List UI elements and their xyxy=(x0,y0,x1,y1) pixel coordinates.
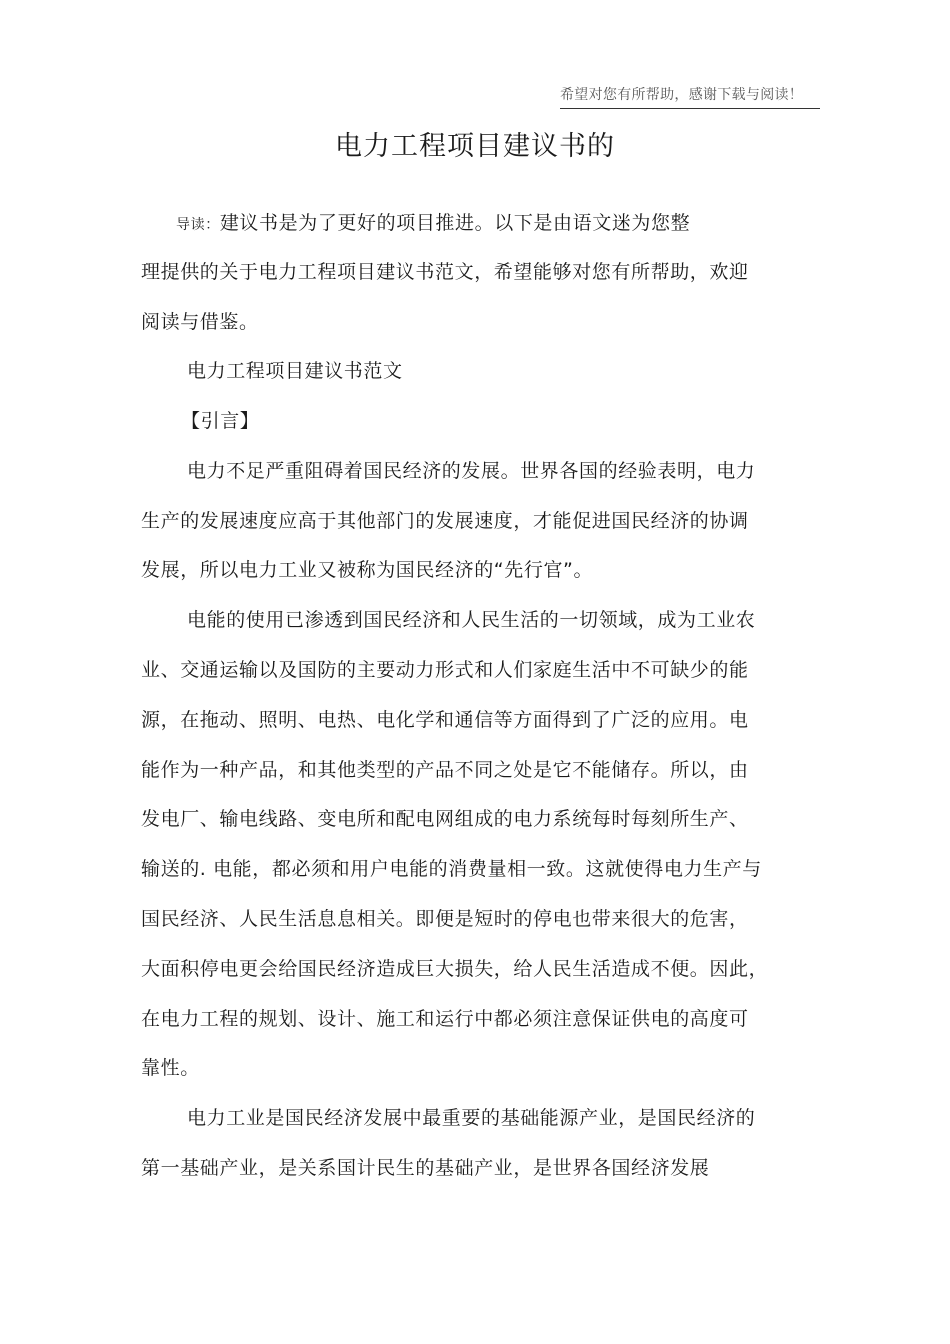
intro-label: 导读： xyxy=(176,217,220,233)
paragraph-2-line-5: 发电厂、输电线路、变电所和配电网组成的电力系统每时每刻所生产、 xyxy=(141,808,749,830)
intro-text-1: 建议书是为了更好的项目推进。以下是由语文迷为您整 xyxy=(219,212,691,234)
paragraph-2-line-1: 电能的使用已渗透到国民经济和人民生活的一切领域，成为工业农 xyxy=(187,609,756,631)
sample-heading: 电力工程项目建议书范文 xyxy=(187,360,403,382)
header-rule xyxy=(560,108,820,109)
paragraph-2-line-9: 在电力工程的规划、设计、施工和运行中都必须注意保证供电的高度可 xyxy=(141,1008,749,1030)
paragraph-2-line-7: 国民经济、人民生活息息相关。即便是短时的停电也带来很大的危害， xyxy=(141,908,749,930)
paragraph-2-line-8: 大面积停电更会给国民经济造成巨大损失，给人民生活造成不便。因此， xyxy=(141,958,769,980)
paragraph-1-line-1: 电力不足严重阻碍着国民经济的发展。世界各国的经验表明，电力 xyxy=(187,460,756,482)
intro-line-3: 阅读与借鉴。 xyxy=(141,311,259,333)
intro-line-1 xyxy=(176,210,690,238)
paragraph-3-line-1: 电力工业是国民经济发展中最重要的基础能源产业，是国民经济的 xyxy=(187,1107,756,1129)
paragraph-1-line-2: 生产的发展速度应高于其他部门的发展速度，才能促进国民经济的协调 xyxy=(141,510,749,532)
intro-line-2: 理提供的关于电力工程项目建议书范文，希望能够对您有所帮助，欢迎 xyxy=(141,261,749,283)
header-note: 希望对您有所帮助，感谢下载与阅读！ xyxy=(560,87,804,103)
paragraph-1-line-3: 发展，所以电力工业又被称为国民经济的“先行官”。 xyxy=(141,559,594,581)
section-label: 【引言】 xyxy=(181,410,260,432)
document-title: 电力工程项目建议书的 xyxy=(335,131,615,162)
paragraph-3-line-2: 第一基础产业，是关系国计民生的基础产业，是世界各国经济发展 xyxy=(141,1157,710,1179)
paragraph-2-line-10: 靠性。 xyxy=(141,1057,200,1079)
paragraph-2-line-4: 能作为一种产品，和其他类型的产品不同之处是它不能储存。所以，由 xyxy=(141,759,749,781)
paragraph-2-line-6: 输送的. 电能，都必须和用户电能的消费量相一致。这就使得电力生产与 xyxy=(141,858,762,880)
paragraph-2-line-3: 源，在拖动、照明、电热、电化学和通信等方面得到了广泛的应用。电 xyxy=(141,709,749,731)
paragraph-2-line-2: 业、交通运输以及国防的主要动力形式和人们家庭生活中不可缺少的能 xyxy=(141,659,749,681)
